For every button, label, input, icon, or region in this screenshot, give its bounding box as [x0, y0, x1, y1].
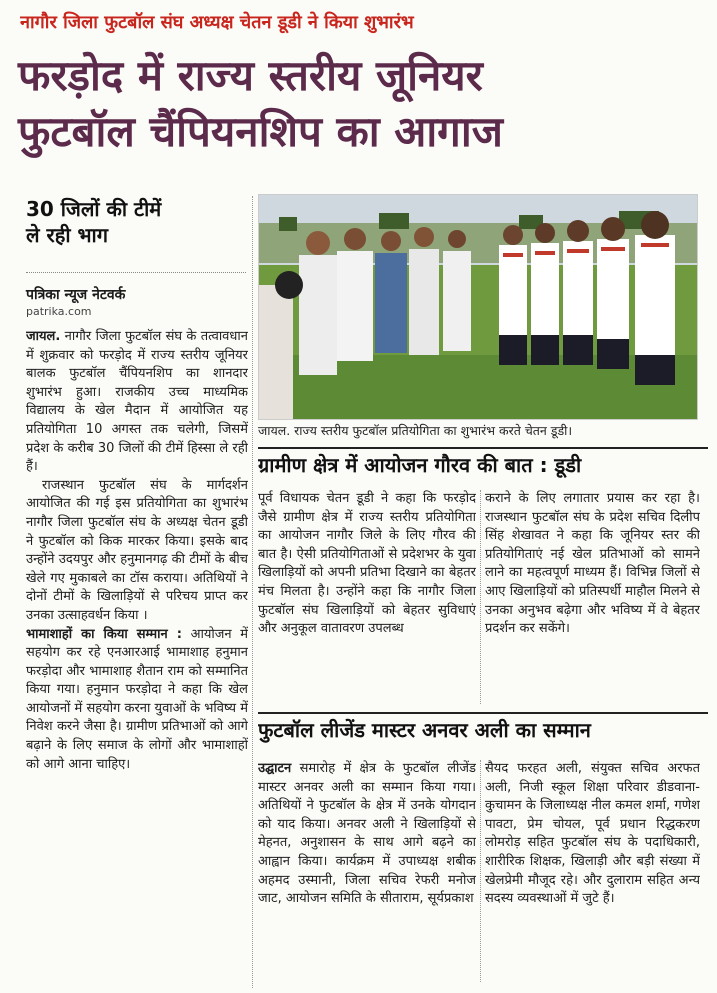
headline-line-2: फुटबॉल चैंपियनशिप का आगाज [18, 107, 503, 156]
section2-divider [480, 760, 481, 982]
subhead-bhamashah: भामाशाहों का किया सम्मान : [26, 626, 182, 642]
deck-line-2: ले रही भाग [26, 223, 108, 247]
section-heading-anwar-ali: फुटबॉल लीजेंड मास्टर अनवर अली का सम्मान [258, 712, 708, 744]
section-heading-rural: ग्रामीण क्षेत्र में आयोजन गौरव की बात : डूडी [258, 447, 708, 479]
col1-paragraph-3 [26, 626, 248, 775]
headline-line-1: फरड़ोद में राज्य स्तरीय जूनियर [18, 51, 483, 100]
photo-caption: जायल. राज्य स्तरीय फुटबॉल प्रतियोगिता का शुभारंभ करते चेतन डूडी। [258, 423, 573, 438]
column-1 [26, 328, 248, 988]
deck [26, 196, 246, 248]
col1-paragraph-1 [26, 328, 248, 477]
dateline: जायल. [26, 329, 61, 344]
deck-divider [26, 272, 246, 273]
section2-lead: उद्घाटन [258, 761, 292, 776]
kicker-line: नागौर जिला फुटबॉल संघ अध्यक्ष चेतन डूडी ने किया शुभारंभ [20, 12, 414, 33]
deck-line-1: 30 जिलों की टीमें [26, 197, 162, 221]
byline-site: patrika.com [26, 305, 92, 318]
section1-divider [480, 490, 481, 704]
headline [18, 48, 708, 160]
section2-column-a [258, 760, 476, 988]
section2-col-a-text [258, 760, 476, 909]
news-photo [258, 194, 698, 420]
photo-illustration [259, 195, 698, 420]
section2-column-b [485, 760, 700, 988]
section2-col-a-body: समारोह में क्षेत्र के फुटबॉल लीजेंड मास्टर अनवर अली का सम्मान किया गया। अतिथियों ने फुटबॉल के क्षेत्र में उनके योगदान को याद किया। अनवर अली ने खिलाड़ियों से मेहनत, अनुशासन के साथ आगे बढ़ने का आह्वान किया। कार्यक्रम में उपाध्यक्ष शबीक अहमद उस्मानी, जिला सचिव रेफरी मनोज जाट, आयोजन समिति के सीताराम, सूर्यप्रकाश [258, 761, 476, 907]
col1-p3-text: आयोजन में सहयोग कर रहे एनआरआई भामाशाह हनुमान फरड़ोदा और भामाशाह शैतान राम को सम्मानित किया गया। हनुमान फरड़ोदा ने कहा कि खेल आयोजनों में सहयोग करना युवाओं के भविष्य में निवेश करने जैसा है। ग्रामीण प्रतिभाओं को आगे बढ़ाने के लिए समाज के लोगों और भामाशाहों को आगे आना चाहिए। [26, 626, 248, 772]
column-divider [252, 196, 253, 988]
byline: पत्रिका न्यूज नेटवर्क [26, 287, 126, 303]
section1-col-a-text: पूर्व विधायक चेतन डूडी ने कहा कि फरड़ोद जैसे ग्रामीण क्षेत्र में राज्य स्तरीय प्रतियोगिता का आयोजन नागौर जिले के लिए गौरव की बात है। ऐसी प्रतियोगिताओं से प्रदेशभर के युवा खिलाड़ियों को अपनी प्रतिभा दिखाने का बेहतर मंच मिलता है। उन्होंने कहा कि नागौर जिला फुटबॉल संघ खिलाड़ियों को बेहतर सुविधाएं और अनुकूल वातावरण उपलब्ध [258, 491, 476, 637]
col1-p1-text: नागौर जिला फुटबॉल संघ के तत्वावधान में शुक्रवार को फरड़ोद में राज्य स्तरीय जूनियर बालक फुटबॉल चैंपियनशिप का शानदार शुभारंभ हुआ। राजकीय उच्च माध्यमिक विद्यालय के खेल मैदान में आयोजित यह प्रतियोगिता 10 अगस्त तक चलेगी, जिसमें प्रदेश के करीब 30 जिलों की टीमें हिस्सा ले रही हैं। [26, 329, 248, 475]
section2-col-b-text: सैयद फरहत अली, संयुक्त सचिव अरफत अली, निजी स्कूल शिक्षा परिवार डीडवाना-कुचामन के जिलाध्यक्ष नील कमल शर्मा, गणेश पावटा, प्रेम चोयल, पूर्व प्रधान रिद्धकरण लोमरोड़ सहित फुटबॉल संघ के पदाधिकारी, शारीरिक शिक्षक, खिलाड़ी और बड़ी संख्या में खेलप्रेमी मौजूद रहे। और दुलाराम सहित अन्य सदस्य व्यवस्थाओं में जुटे हैं। [485, 761, 700, 907]
section1-column-a [258, 490, 476, 706]
section1-col-b-text: कराने के लिए लगातार प्रयास कर रहा है। राजस्थान फुटबॉल संघ के प्रदेश सचिव दिलीप सिंह शेखावत ने कहा कि जूनियर स्तर की प्रतियोगिताएं नई खेल प्रतिभाओं को सामने लाने का महत्वपूर्ण माध्यम हैं। विभिन्न जिलों से आए खिलाड़ियों को प्रतिस्पर्धी माहौल मिलने से उनका अनुभव बढ़ेगा और भविष्य में वे बेहतर प्रदर्शन कर सकेंगे। [485, 491, 700, 637]
col1-paragraph-2: राजस्थान फुटबॉल संघ के मार्गदर्शन आयोजित की गई इस प्रतियोगिता का शुभारंभ नागौर जिला फुटबॉल संघ के अध्यक्ष चेतन डूडी ने फुटबॉल को किक मारकर किया। इसके बाद उन्होंने उदयपुर और हनुमानगढ़ की टीमों के बीच खेले गए मुकाबले का टॉस कराया। अतिथियों ने दोनों टीमों के खिलाड़ियों से परिचय प्राप्त कर उनका उत्साहवर्धन किया । [26, 477, 248, 623]
section1-column-b [485, 490, 700, 706]
